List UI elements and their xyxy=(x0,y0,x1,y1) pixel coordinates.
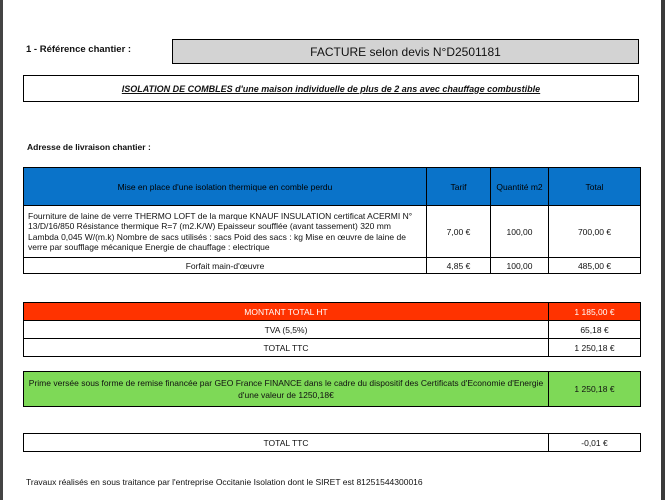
table-row xyxy=(24,206,641,258)
items-table xyxy=(23,167,641,274)
total-ht-row xyxy=(24,303,641,321)
prime-table xyxy=(23,371,641,407)
row-quantite: 100,00 xyxy=(491,206,549,258)
header-total: Total xyxy=(549,168,641,206)
items-table-header xyxy=(24,168,641,206)
final-total-label: TOTAL TTC xyxy=(24,434,549,452)
row-tarif: 7,00 € xyxy=(427,206,491,258)
total-ttc-value: 1 250,18 € xyxy=(549,339,641,357)
page-edge-right xyxy=(661,0,665,500)
invoice-reference-box xyxy=(172,39,639,64)
row-tarif: 4,85 € xyxy=(427,258,491,274)
prime-value: 1 250,18 € xyxy=(549,372,641,407)
prime-label: Prime versée sous forme de remise financée par GEO France FINANCE dans le cadre du dispositif des Certificats d'Economie d'Energie d'une valeur de 1250,18€ xyxy=(24,372,549,407)
row-total: 700,00 € xyxy=(549,206,641,258)
total-ttc-row xyxy=(24,339,641,357)
delivery-address-label: Adresse de livraison chantier : xyxy=(27,142,151,152)
total-ttc-label: TOTAL TTC xyxy=(24,339,549,357)
prime-row xyxy=(24,372,641,407)
final-total-row xyxy=(24,434,641,452)
tva-label: TVA (5,5%) xyxy=(24,321,549,339)
table-row xyxy=(24,258,641,274)
row-total: 485,00 € xyxy=(549,258,641,274)
subcontractor-footer: Travaux réalisés en sous traitance par l'entreprise Occitanie Isolation dont le SIRET est 81251544300016 xyxy=(26,477,423,487)
tva-value: 65,18 € xyxy=(549,321,641,339)
row-quantite: 100,00 xyxy=(491,258,549,274)
page-edge-left xyxy=(0,0,3,500)
header-tarif: Tarif xyxy=(427,168,491,206)
invoice-reference-text: FACTURE selon devis N°D2501181 xyxy=(310,44,501,59)
header-quantite: Quantité m2 xyxy=(491,168,549,206)
final-total-table xyxy=(23,433,641,452)
row-description: Fourniture de laine de verre THERMO LOFT de la marque KNAUF INSULATION certificat ACERMI N° 13/D/16/850 Résistance thermique R=7 (m2.K/W) Epaisseur soufflée (avant tassement) 320 mm Lambda 0,045 W/(m.k) Nombre de sacs utilisés : sacs Poid des sacs : kg Mise en œuvre de laine de verre par soufflage mécanique Energie de chauffage : electrique xyxy=(24,206,427,258)
total-ht-label: MONTANT TOTAL HT xyxy=(24,303,549,321)
header-description: Mise en place d'une isolation thermique en comble perdu xyxy=(24,168,427,206)
totals-table xyxy=(23,302,641,357)
reference-label: 1 - Référence chantier : xyxy=(26,44,132,55)
work-title: ISOLATION DE COMBLES d'une maison individuelle de plus de 2 ans avec chauffage combustible xyxy=(121,83,541,94)
tva-row xyxy=(24,321,641,339)
total-ht-value: 1 185,00 € xyxy=(549,303,641,321)
final-total-value: -0,01 € xyxy=(549,434,641,452)
row-description: Forfait main-d'œuvre xyxy=(24,258,427,274)
work-title-box xyxy=(23,75,639,102)
